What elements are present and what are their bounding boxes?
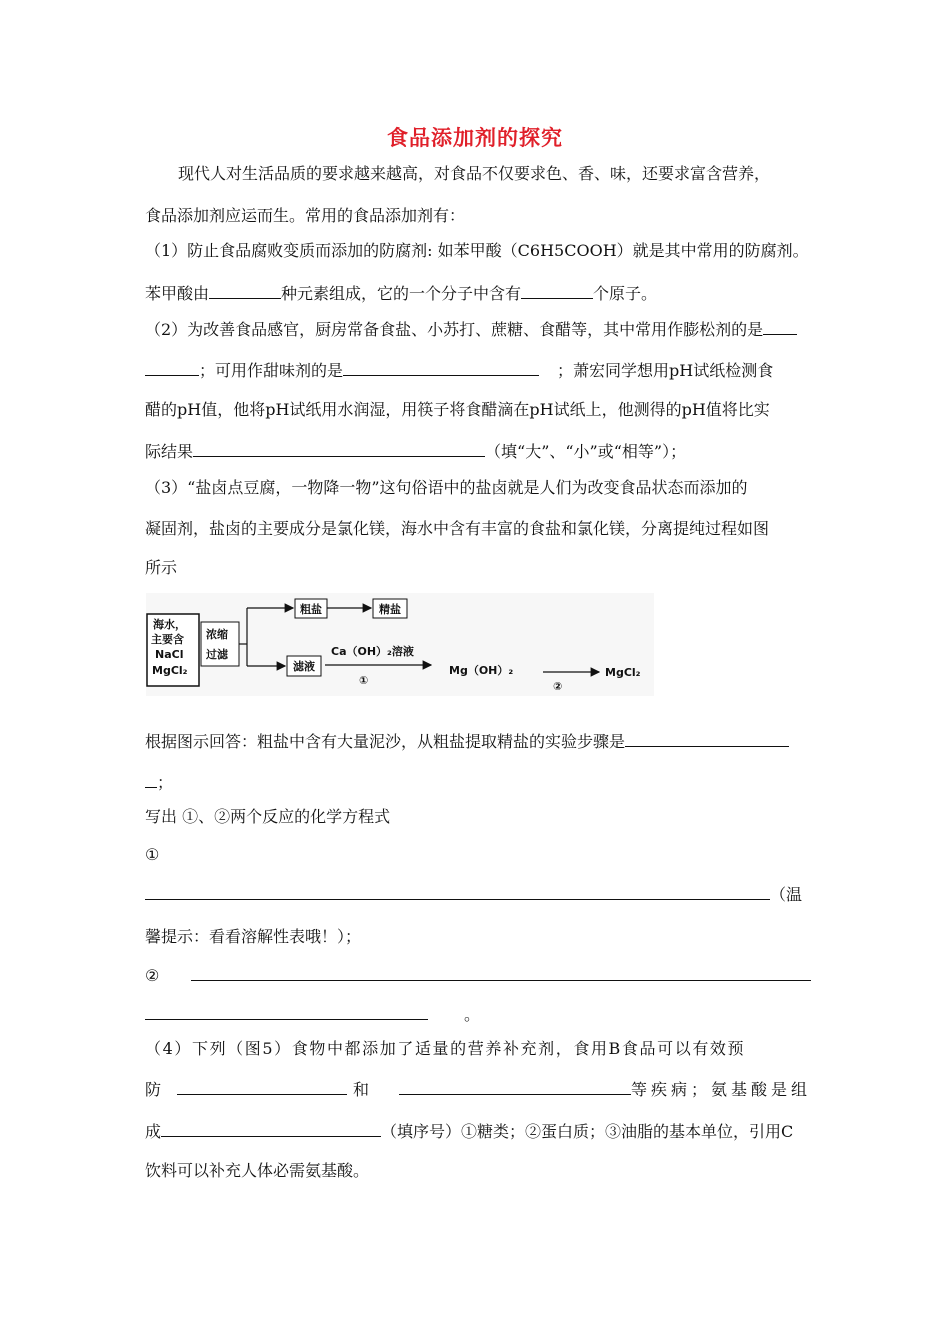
- q2-text-4b: （填“大”、“小”或“相等”）；: [485, 442, 687, 461]
- q2-line-3: 醋的pH值，他将pH试纸用水润湿，用筷子将食醋滴在pH试纸上，他测得的pH值将比实: [145, 400, 770, 419]
- hint-line: 馨提示：看看溶解性表哦！）；: [145, 927, 362, 946]
- q1-line-1: （1）防止食品腐败变质而添加的防腐剂: 如苯甲酸（C6H5COOH）就是其中常用的防腐剂。: [145, 241, 809, 260]
- blank-element-count[interactable]: [209, 282, 281, 299]
- blank-equation-1[interactable]: [145, 883, 770, 900]
- q1-text-b: 种元素组成，它的一个分子中含有: [281, 284, 522, 303]
- crude-salt-label: 粗盐: [300, 603, 322, 616]
- q4-line-4: 饮料可以补充人体必需氨基酸。: [145, 1161, 370, 1180]
- process-label-2: 过滤: [206, 648, 228, 661]
- page-title: 食品添加剂的探究: [387, 126, 563, 150]
- q4-text-2c: 等疾病；氨基酸是组: [631, 1080, 812, 1099]
- q2-line-1: [145, 318, 797, 341]
- q4-line-3: [145, 1120, 793, 1143]
- q2-text-4a: 际结果: [145, 442, 194, 461]
- blank-ph-compare[interactable]: [193, 440, 485, 457]
- step-1-label: ①: [359, 674, 369, 687]
- process-label-1: 浓缩: [206, 628, 228, 641]
- seawater-label-3: NaCl: [155, 648, 184, 661]
- blank-sweetener[interactable]: [343, 359, 539, 376]
- q2-text-1: （2）为改善食品感官，厨房常备食盐、小苏打、蔗糖、食醋等，其中常用作膨松剂的是: [145, 320, 764, 339]
- q1-text-a: 苯甲酸由: [145, 284, 210, 303]
- eq2-end: 。: [464, 1005, 481, 1024]
- hint-a: （温: [770, 885, 803, 904]
- blank-purification-b[interactable]: [145, 771, 157, 788]
- eq1-label: ①: [145, 845, 160, 864]
- intro-line-1: 现代人对生活品质的要求越来越高，对食品不仅要求色、香、味，还要求富含营养，: [178, 164, 771, 183]
- step-2-label: ②: [553, 680, 563, 693]
- q4-text-2b: 和: [353, 1080, 370, 1099]
- blank-disease-2[interactable]: [399, 1078, 631, 1095]
- separation-flow-diagram: [145, 592, 655, 697]
- blank-amino-acid[interactable]: [161, 1120, 381, 1137]
- refined-salt-label: 精盐: [379, 603, 401, 616]
- q3-line-2: 凝固剂，盐卤的主要成分是氯化镁，海水中含有丰富的食盐和氯化镁，分离提纯过程如图: [145, 519, 770, 538]
- blank-atom-count[interactable]: [521, 282, 593, 299]
- q2-text-2a: ；可用作甜味剂的是: [199, 361, 344, 380]
- q2-line-4: [145, 440, 686, 463]
- answer-line-2: [145, 771, 173, 794]
- q4-line-1: [145, 1038, 805, 1060]
- mgoh2-label: Mg（OH）₂: [449, 664, 514, 677]
- seawater-label-2: 主要含: [151, 633, 184, 646]
- answer-line-3: 写出 ①、②两个反应的化学方程式: [145, 807, 391, 826]
- blank-equation-2b[interactable]: [145, 1003, 428, 1020]
- eq2-line: [145, 964, 811, 987]
- q4-text-3b: （填序号）①糖类；②蛋白质；③油脂的基本单位，引用C: [381, 1122, 794, 1141]
- q1-text-c: 个原子。: [593, 284, 658, 303]
- answer-line-1: [145, 730, 789, 753]
- intro-line-2: 食品添加剂应运而生。常用的食品添加剂有：: [145, 206, 466, 225]
- q4-text-2a: 防: [145, 1080, 162, 1099]
- blank-leavening-b[interactable]: [145, 359, 199, 376]
- answer-text-1: 根据图示回答：粗盐中含有大量泥沙，从粗盐提取精盐的实验步骤是: [145, 732, 626, 751]
- mgcl2-label: MgCl₂: [605, 666, 641, 679]
- flow-diagram-svg: [145, 592, 655, 697]
- filtrate-label: 滤液: [293, 660, 315, 673]
- q2-text-2b: ；萧宏同学想用pH试纸检测食: [557, 361, 774, 380]
- q3-line-1: （3）“盐卤点豆腐，一物降一物”这句俗语中的盐卤就是人们为改变食品状态而添加的: [145, 478, 748, 497]
- reagent-label: Ca（OH）₂溶液: [331, 645, 414, 658]
- blank-leavening-a[interactable]: [763, 318, 797, 335]
- eq2-line-2: [145, 1003, 480, 1026]
- eq2-label: ②: [145, 966, 160, 985]
- q3-line-3: 所示: [145, 558, 178, 577]
- blank-equation-2a[interactable]: [191, 964, 811, 981]
- seawater-label-4: MgCl₂: [152, 664, 188, 677]
- q4-text-3a: 成: [145, 1122, 162, 1141]
- q1-line-2: [145, 282, 657, 305]
- seawater-label-1: 海水，: [153, 618, 186, 631]
- blank-disease-1[interactable]: [177, 1078, 347, 1095]
- answer-line-2-end: ；: [157, 773, 174, 792]
- eq1-line: [145, 883, 802, 906]
- q4-text-1: （4）下列（图5）食物中都添加了适量的营养补充剂，食用B食品可以有效预: [145, 1039, 746, 1058]
- q2-line-2: [145, 359, 773, 382]
- q4-line-2: [145, 1078, 811, 1101]
- blank-purification-a[interactable]: [625, 730, 789, 747]
